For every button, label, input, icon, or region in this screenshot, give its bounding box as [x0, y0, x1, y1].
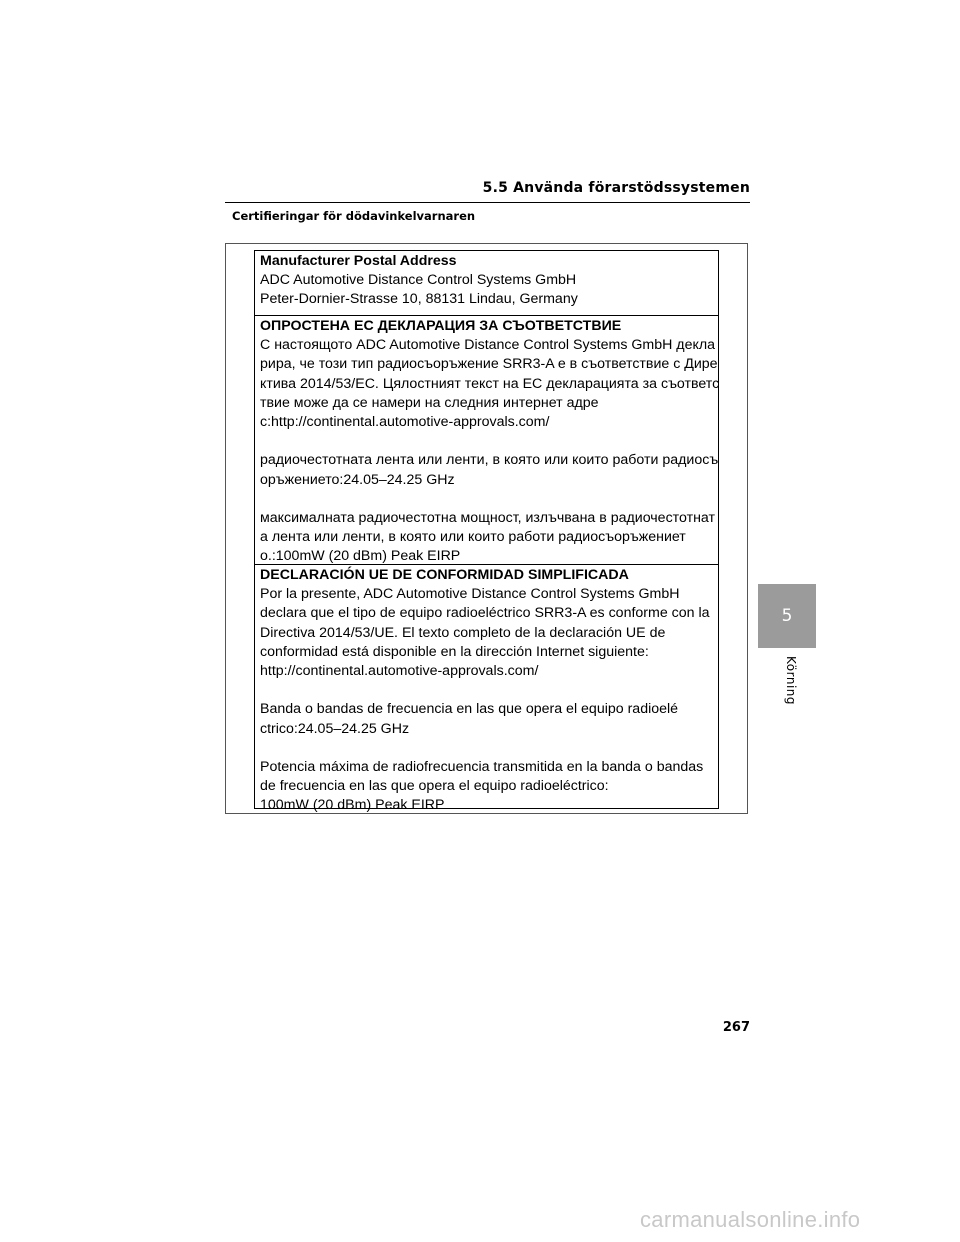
bulgarian-line: радиочестотната лента или ленти, в която или които работи радиосъ [260, 452, 719, 469]
spanish-line: Banda o bandas de frecuencia en las que opera el equipo radioelé [260, 701, 679, 718]
manufacturer-line: ADC Automotive Distance Control Systems GmbH [260, 272, 577, 289]
spanish-line: 100mW (20 dBm) Peak EIRP [260, 797, 445, 814]
bulgarian-line: рира, че този тип радиосъоръжение SRR3-A е в съответствие с Дире [260, 356, 718, 373]
paragraph-gap [260, 490, 714, 509]
bulgarian-declaration-text [255, 316, 718, 567]
bulgarian-line: С настоящото ADC Automotive Distance Control Systems GmbH декла [260, 337, 715, 354]
spanish-line: http://continental.automotive-approvals.com/ [260, 663, 539, 680]
bulgarian-title: ОПРОСТЕНА ЕС ДЕКЛАРАЦИЯ ЗА СЪОТВЕТСТВИЕ [260, 318, 622, 334]
bulgarian-line: с:http://continental.automotive-approvals.com/ [260, 414, 550, 431]
chapter-label: Körning [784, 656, 798, 705]
spanish-declaration-text [255, 565, 718, 816]
section-header: 5.5 Använda förarstödssystemen [225, 178, 750, 203]
spanish-declaration-box [254, 564, 719, 814]
bulgarian-line: твие може да се намери на следния интернет адре [260, 394, 599, 411]
page-subheading: Certifieringar för dödavinkelvarnaren [232, 209, 476, 223]
paragraph-gap [260, 681, 714, 700]
paragraph-gap [260, 739, 714, 758]
paragraph-gap [260, 432, 714, 451]
manufacturer-title: Manufacturer Postal Address [260, 253, 457, 269]
bulgarian-line: ктива 2014/53/ЕС. Цялостният текст на ЕС декларацията за съответс [260, 375, 720, 392]
bulgarian-declaration-box [254, 315, 719, 565]
chapter-tab [758, 584, 816, 648]
spanish-line: Por la presente, ADC Automotive Distance Control Systems GmbH [260, 586, 680, 603]
page-number: 267 [722, 1020, 750, 1035]
spanish-line: ctrico:24.05–24.25 GHz [260, 720, 410, 737]
manufacturer-address-box [254, 250, 719, 316]
bulgarian-line: о.:100mW (20 dBm) Peak EIRP [260, 548, 461, 565]
spanish-line: Directiva 2014/53/UE. El texto completo de la declaración UE de [260, 624, 666, 641]
watermark: carmanualsonline.info [640, 1207, 861, 1232]
spanish-line: declara que el tipo de equipo radioeléctrico SRR3-A es conforme con la [260, 605, 710, 622]
bulgarian-line: а лента или ленти, в която или които работи радиосъоръжениет [260, 529, 686, 546]
chapter-number: 5 [781, 606, 793, 626]
spanish-line: de frecuencia en las que opera el equipo radioeléctrico: [260, 778, 609, 795]
bulgarian-line: максималната радиочестотна мощност, излъчвана в радиочестотнат [260, 510, 715, 526]
spanish-title: DECLARACIÓN UE DE CONFORMIDAD SIMPLIFICADA [260, 567, 629, 583]
manufacturer-line: Peter-Dornier-Strasse 10, 88131 Lindau, Germany [260, 291, 578, 308]
spanish-line: conformidad está disponible en la dirección Internet siguiente: [260, 643, 649, 660]
manufacturer-address-text [255, 251, 718, 310]
bulgarian-line: оръжението:24.05–24.25 GHz [260, 471, 455, 488]
spanish-line: Potencia máxima de radiofrecuencia transmitida en la banda o bandas [260, 759, 704, 775]
